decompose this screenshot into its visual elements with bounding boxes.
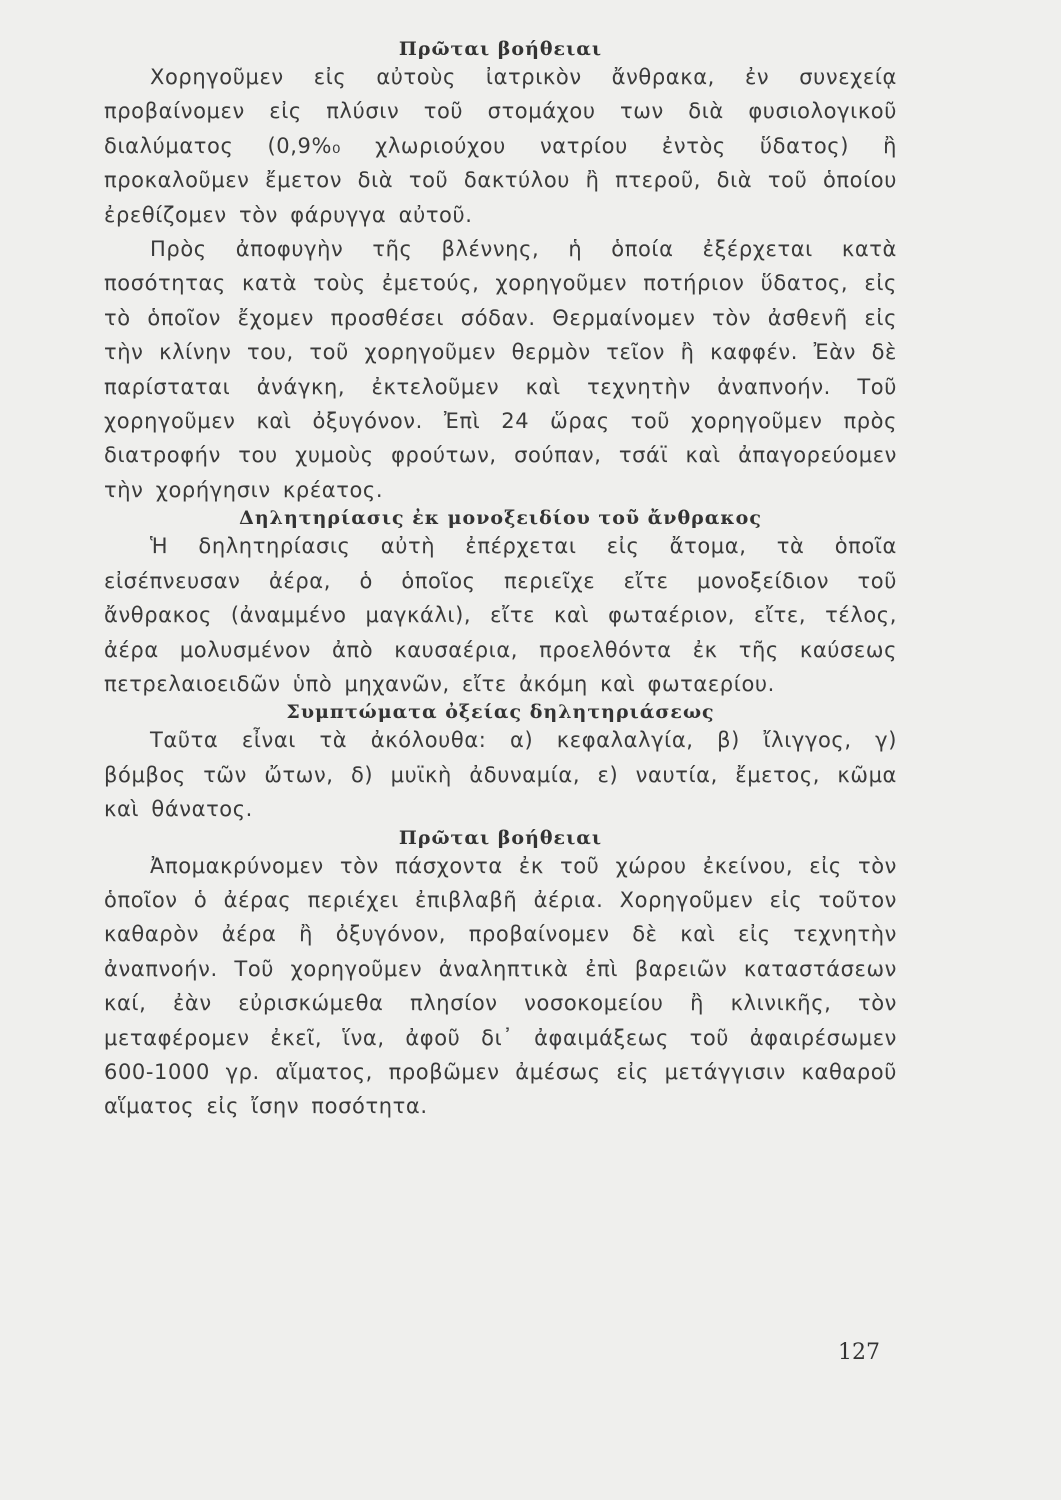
page-number: 127	[838, 1340, 880, 1365]
paragraph: Ἀπομακρύνομεν τὸν πάσχοντα ἐκ τοῦ χώρου ἐκείνου, εἰς τὸν ὁποῖον ὁ ἀέρας περιέχει ἐπιβλαβῆ ἀέρια. Χορηγοῦμεν εἰς τοῦτον καθαρὸν ἀέρα ἢ ὀξυγόνον, προβαίνομεν δὲ καὶ εἰς τεχνητὴν ἀναπνοήν. Τοῦ χορηγοῦμεν ἀναληπτικὰ ἐπὶ βαρειῶν καταστάσεων καί, ἐὰν εὐρισκώμεθα πλησίον νοσοκομείου ἢ κλινικῆς, τὸν μεταφέρομεν ἐκεῖ, ἵνα, ἀφοῦ δι᾽ ἀφαιμάξεως τοῦ ἀφαιρέσωμεν 600-1000 γρ. αἵματος, προβῶμεν ἀμέσως εἰς μετάγγισιν καθαροῦ αἵματος εἰς ἴσην ποσότητα.	[104, 853, 897, 1119]
section-heading-symptoms: Συμπτώματα ὀξείας δηλητηριάσεως	[286, 701, 715, 724]
section-heading-first-aid-2: Πρῶται βοήθειαι	[398, 826, 603, 849]
section-heading-first-aid: Πρῶται βοήθειαι	[398, 38, 603, 60]
section-heading-co-poisoning: Δηλητηρίασις ἐκ μονοξειδίου τοῦ ἄνθρακος	[239, 507, 762, 530]
page-content	[104, 38, 897, 1124]
paragraph: Ἡ δηλητηρίασις αὐτὴ ἐπέρχεται εἰς ἄτομα, τὰ ὁποῖα εἰσέπνευσαν ἀέρα, ὁ ὁποῖος περιεῖχε εἴτε μονοξείδιον τοῦ ἄνθρακος (ἀναμμένο μαγκάλι), εἴτε καὶ φωταέριον, εἴτε, τέλος, ἀέρα μολυσμένον ἀπὸ καυσαέρια, προελθόντα ἐκ τῆς καύσεως πετρελαιοειδῶν ὑπὸ μηχανῶν, εἴτε ἀκόμη καὶ φωταερίου.	[104, 534, 897, 696]
paragraph: Πρὸς ἀποφυγὴν τῆς βλέννης, ἡ ὁποία ἐξέρχεται κατὰ ποσότητας κατὰ τοὺς ἐμετούς, χορηγοῦμεν ποτήριον ὕδατος, εἰς τὸ ὁποῖον ἔχομεν προσθέσει σόδαν. Θερμαίνομεν τὸν ἀσθενῆ εἰς τὴν κλίνην του, τοῦ χορηγοῦμεν θερμὸν τεῖον ἢ καφφέν. Ἐὰν δὲ παρίσταται ἀνάγκη, ἐκτελοῦμεν καὶ τεχνητὴν ἀναπνοήν. Τοῦ χορηγοῦμεν καὶ ὀξυγόνον. Ἐπὶ 24 ὥρας τοῦ χορηγοῦμεν πρὸς διατροφήν του χυμοὺς φρούτων, σούπαν, τσάϊ καὶ ἀπαγορεύομεν τὴν χορήγησιν κρέατος.	[104, 237, 897, 502]
paragraph: Ταῦτα εἶναι τὰ ἀκόλουθα: α) κεφαλαλγία, β) ἴλιγγος, γ) βόμβος τῶν ὤτων, δ) μυϊκὴ ἀδυναμία, ε) ναυτία, ἔμετος, κῶμα καὶ θάνατος.	[104, 728, 897, 822]
paragraph: Χορηγοῦμεν εἰς αὐτοὺς ἰατρικὸν ἄνθρακα, ἐν συνεχείᾳ προβαίνομεν εἰς πλύσιν τοῦ στομάχου των διὰ φυσιολογικοῦ διαλύματος (0,9%₀ χλωριούχου νατρίου ἐντὸς ὕδατος) ἢ προκαλοῦμεν ἔμετον διὰ τοῦ δακτύλου ἢ πτεροῦ, διὰ τοῦ ὁποίου ἐρεθίζομεν τὸν φάρυγγα αὐτοῦ.	[104, 65, 897, 227]
